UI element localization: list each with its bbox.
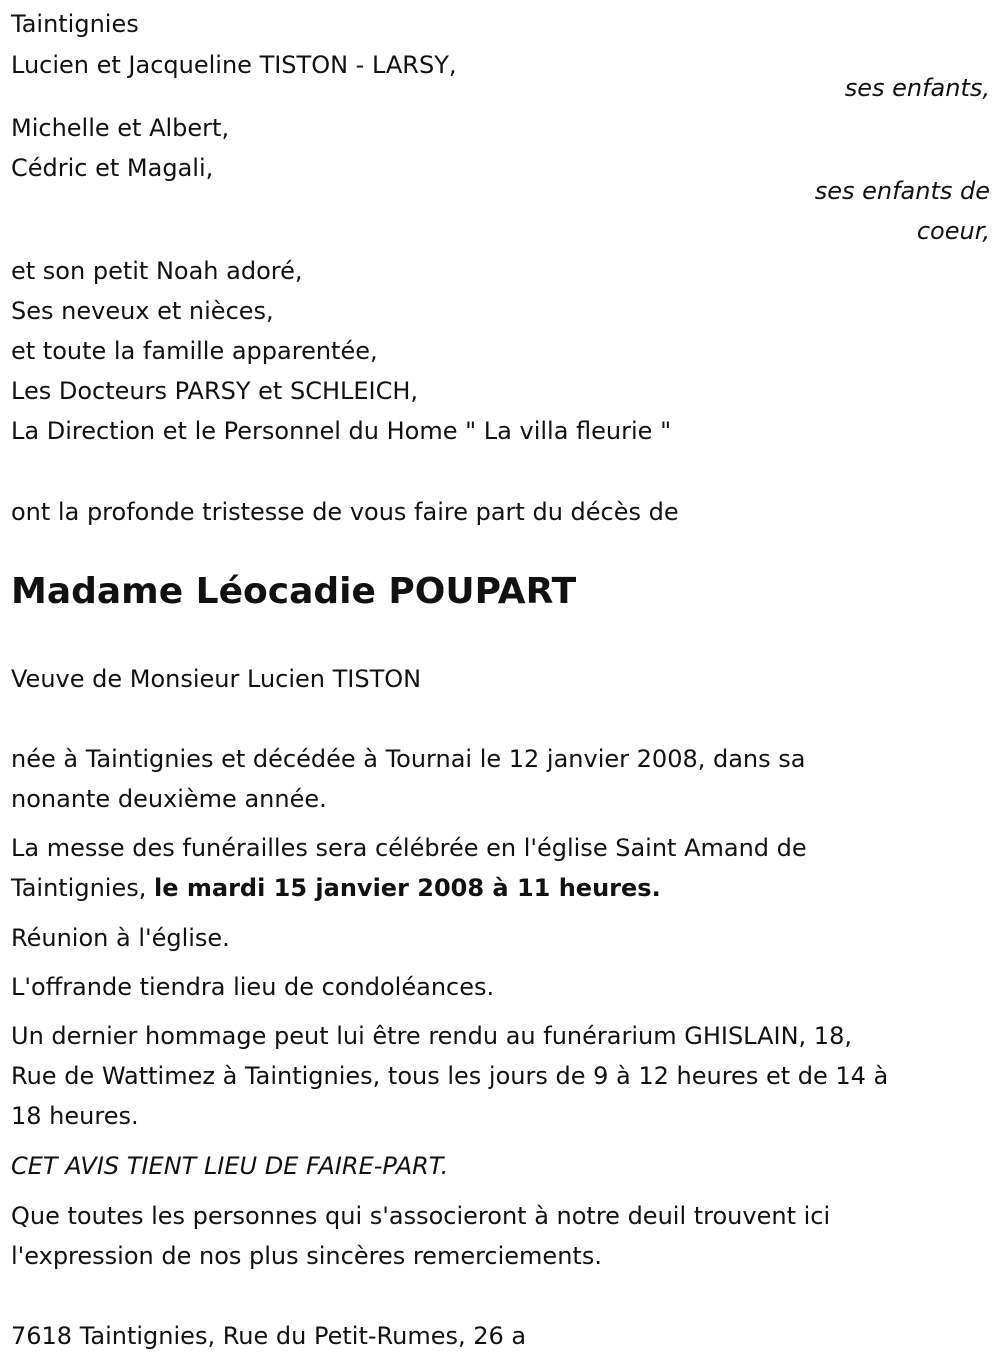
tribute-line-2: Rue de Wattimez à Taintignies, tous les jours de 9 à 12 heures et de 14 à [11, 1062, 889, 1090]
tribute-line-3: 18 heures. [11, 1102, 139, 1130]
widow-of: Veuve de Monsieur Lucien TISTON [11, 665, 422, 693]
thanks-line-1: Que toutes les personnes qui s'associeront à notre deuil trouvent ici [11, 1202, 831, 1230]
family-line: et son petit Noah adoré, [11, 257, 303, 285]
step-children-role-1: ses enfants de [814, 177, 990, 205]
notice: CET AVIS TIENT LIEU DE FAIRE-PART. [11, 1152, 449, 1180]
meeting-info: Réunion à l'église. [11, 924, 230, 952]
header-place: Taintignies [11, 10, 139, 38]
family-line: et toute la famille apparentée, [11, 337, 378, 365]
thanks-line-2: l'expression de nos plus sincères remerciements. [11, 1242, 602, 1270]
birth-death-line-2: nonante deuxième année. [11, 785, 327, 813]
announcement: ont la profonde tristesse de vous faire part du décès de [11, 498, 679, 526]
deceased-name: Madame Léocadie POUPART [11, 571, 577, 612]
mass-line-2 [11, 868, 661, 908]
mass-line-1: La messe des funérailles sera célébrée en l'église Saint Amand de [11, 834, 807, 862]
birth-death-line-1: née à Taintignies et décédée à Tournai le 12 janvier 2008, dans sa [11, 745, 806, 773]
tribute-line-1: Un dernier hommage peut lui être rendu au funérarium GHISLAIN, 18, [11, 1022, 852, 1050]
children-role: ses enfants, [844, 74, 990, 102]
family-line: Les Docteurs PARSY et SCHLEICH, [11, 377, 419, 405]
family-line: La Direction et le Personnel du Home " La villa fleurie " [11, 417, 672, 445]
family-line: Ses neveux et nièces, [11, 297, 274, 325]
children-names: Lucien et Jacqueline TISTON - LARSY, [11, 51, 457, 79]
step-children-role-2: coeur, [916, 217, 990, 245]
offering-info: L'offrande tiendra lieu de condoléances. [11, 973, 495, 1001]
address: 7618 Taintignies, Rue du Petit-Rumes, 26 a [11, 1322, 527, 1350]
mass-line-2-prefix: Taintignies, [11, 874, 154, 902]
mass-date-time: le mardi 15 janvier 2008 à 11 heures. [154, 874, 661, 902]
step-children-1: Michelle et Albert, [11, 114, 230, 142]
step-children-2: Cédric et Magali, [11, 154, 214, 182]
